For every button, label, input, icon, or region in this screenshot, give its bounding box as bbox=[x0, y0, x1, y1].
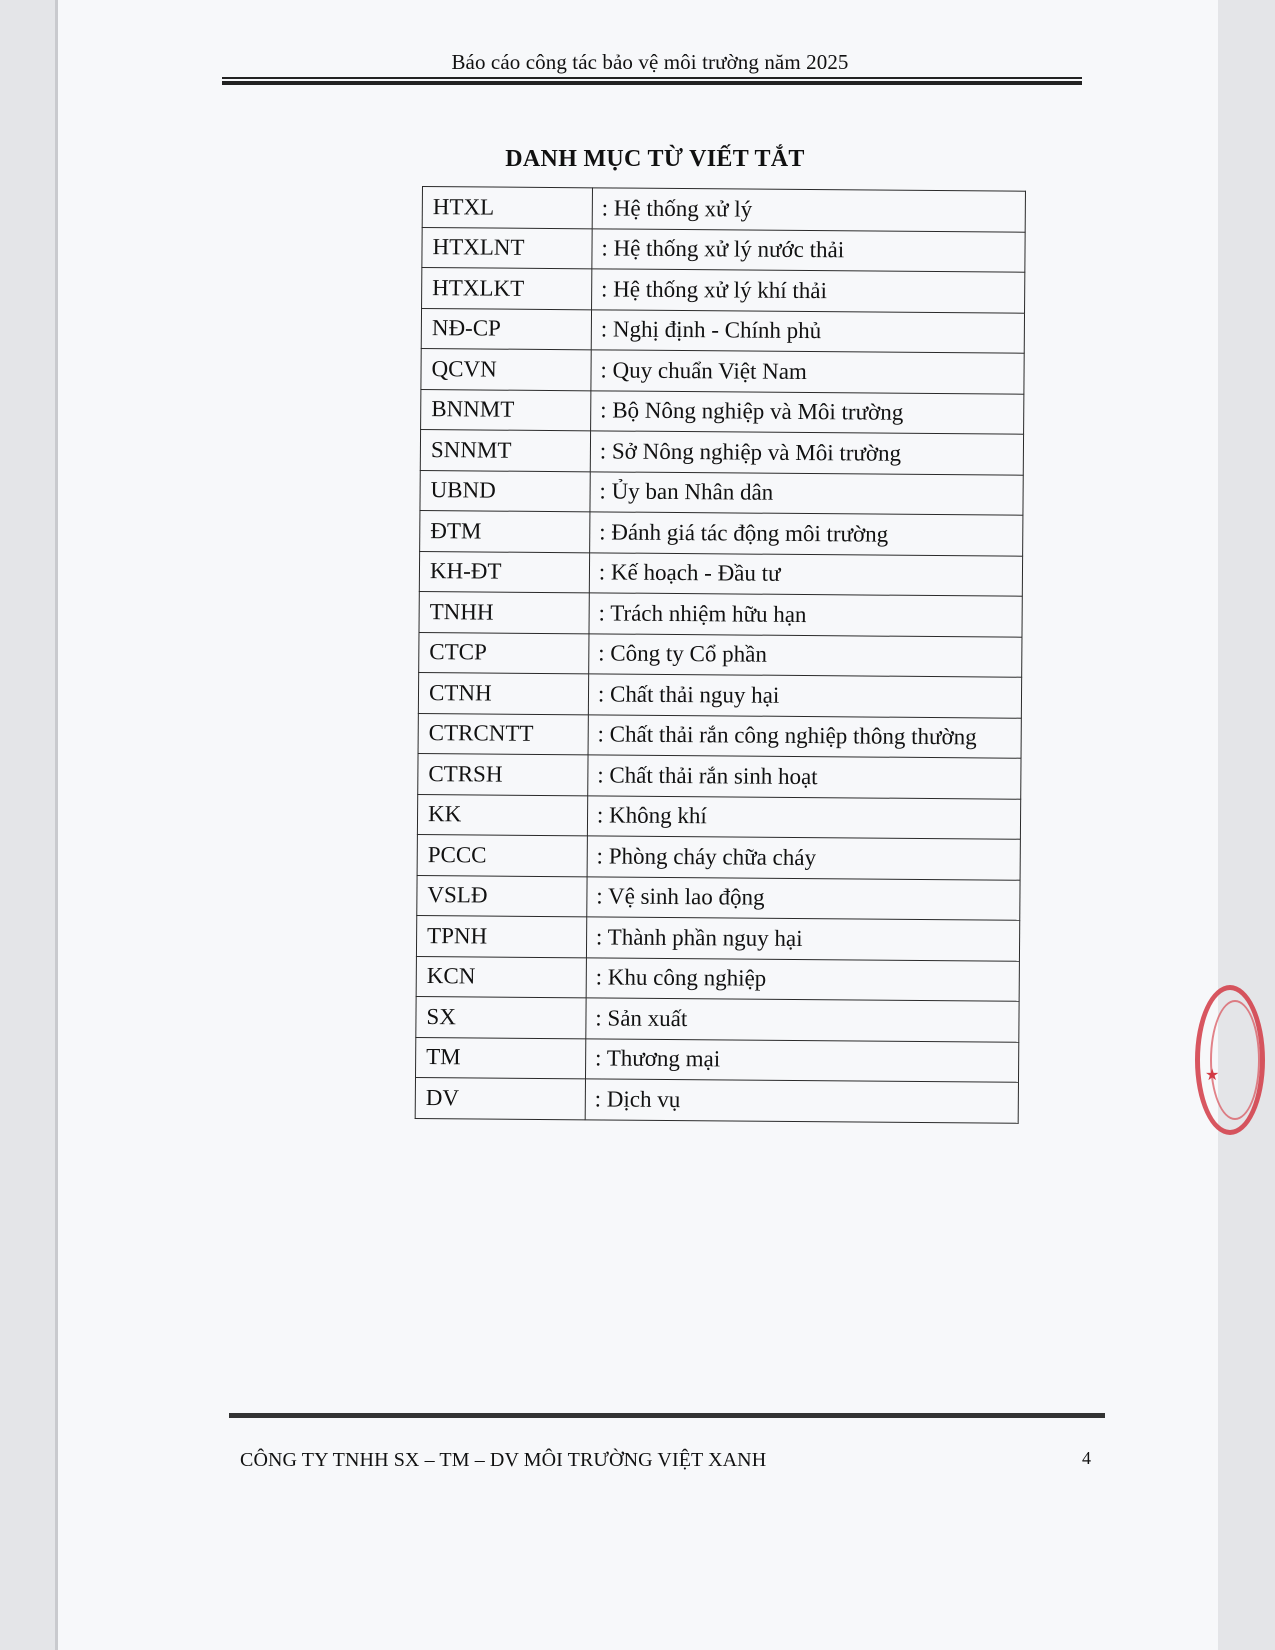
table-row bbox=[418, 672, 1021, 717]
abbreviation-code: HTXLKT bbox=[422, 268, 592, 310]
table-row bbox=[421, 389, 1024, 434]
table-row bbox=[422, 227, 1025, 272]
abbreviation-code: CTRCNTT bbox=[418, 713, 588, 755]
abbreviation-code: HTXLNT bbox=[422, 227, 592, 269]
table-row bbox=[416, 956, 1019, 1001]
abbreviation-code: HTXL bbox=[422, 187, 592, 229]
abbreviation-meaning: : Hệ thống xử lý bbox=[592, 188, 1025, 232]
abbreviation-code: CTRSH bbox=[418, 753, 588, 795]
table-row bbox=[420, 510, 1023, 555]
abbreviation-code: PCCC bbox=[417, 834, 587, 876]
running-header: Báo cáo công tác bảo vệ môi trường năm 2025 bbox=[451, 50, 849, 74]
seal-star-icon: ★ bbox=[1205, 1067, 1220, 1084]
table-row bbox=[417, 875, 1020, 920]
abbreviation-meaning: : Nghị định - Chính phủ bbox=[591, 309, 1024, 353]
table-row bbox=[421, 308, 1024, 353]
abbreviation-code: KK bbox=[417, 794, 587, 836]
page-number: 4 bbox=[1082, 1448, 1091, 1468]
footer-company-name: CÔNG TY TNHH SX – TM – DV MÔI TRƯỜNG VIỆT XANH bbox=[240, 1449, 767, 1471]
abbreviation-code: SNNMT bbox=[420, 429, 590, 471]
abbreviation-meaning: : Chất thải nguy hại bbox=[588, 674, 1021, 718]
table-row bbox=[418, 713, 1021, 758]
table-row bbox=[416, 915, 1019, 960]
abbreviation-code: TM bbox=[415, 1037, 585, 1079]
abbreviation-meaning: : Khu công nghiệp bbox=[586, 957, 1019, 1001]
abbreviation-code: CTNH bbox=[418, 672, 588, 714]
table-row bbox=[416, 996, 1019, 1041]
table-row bbox=[419, 632, 1022, 677]
abbreviation-meaning: : Không khí bbox=[587, 795, 1020, 839]
abbreviation-code: NĐ-CP bbox=[421, 308, 591, 350]
abbreviation-meaning: : Kế hoạch - Đầu tư bbox=[589, 552, 1022, 596]
table-row bbox=[417, 794, 1020, 839]
abbreviation-meaning: : Công ty Cổ phần bbox=[589, 633, 1022, 677]
abbreviation-meaning: : Sản xuất bbox=[586, 998, 1019, 1042]
table-row bbox=[415, 1037, 1018, 1082]
abbreviation-meaning: : Ủy ban Nhân dân bbox=[590, 471, 1023, 515]
abbreviation-meaning: : Hệ thống xử lý khí thải bbox=[591, 269, 1024, 313]
abbreviation-meaning: : Phòng cháy chữa cháy bbox=[587, 836, 1020, 880]
abbreviation-code: VSLĐ bbox=[417, 875, 587, 917]
abbreviation-meaning: : Sở Nông nghiệp và Môi trường bbox=[590, 431, 1023, 475]
abbreviation-meaning: : Trách nhiệm hữu hạn bbox=[589, 593, 1022, 637]
abbreviation-meaning: : Chất thải rắn sinh hoạt bbox=[588, 755, 1021, 799]
header-rule-thick bbox=[222, 81, 1082, 85]
abbreviation-code: KCN bbox=[416, 956, 586, 998]
abbreviation-meaning: : Quy chuẩn Việt Nam bbox=[591, 350, 1024, 394]
table-row bbox=[419, 591, 1022, 636]
abbreviation-code: SX bbox=[416, 996, 586, 1038]
abbreviation-code: TPNH bbox=[416, 915, 586, 957]
footer-rule bbox=[229, 1413, 1105, 1418]
abbreviation-meaning: : Vệ sinh lao động bbox=[587, 876, 1020, 920]
table-row bbox=[421, 348, 1024, 393]
company-seal-inner-ring bbox=[1210, 1000, 1260, 1120]
table-row bbox=[422, 187, 1025, 232]
table-row bbox=[417, 834, 1020, 879]
abbreviation-meaning: : Thành phần nguy hại bbox=[586, 917, 1019, 961]
table-row bbox=[420, 429, 1023, 474]
abbreviation-code: UBND bbox=[420, 470, 590, 512]
abbreviation-meaning: : Chất thải rắn công nghiệp thông thường bbox=[588, 714, 1021, 758]
abbreviation-code: CTCP bbox=[419, 632, 589, 674]
table-row bbox=[418, 753, 1021, 798]
abbreviation-table bbox=[415, 186, 1026, 1123]
abbreviation-meaning: : Bộ Nông nghiệp và Môi trường bbox=[590, 390, 1023, 434]
table-row bbox=[415, 1077, 1018, 1122]
abbreviation-code: DV bbox=[415, 1077, 585, 1119]
abbreviation-code: ĐTM bbox=[420, 510, 590, 552]
abbreviation-code: KH-ĐT bbox=[419, 551, 589, 593]
abbreviation-meaning: : Hệ thống xử lý nước thải bbox=[592, 228, 1025, 272]
table-row bbox=[419, 551, 1022, 596]
abbreviation-meaning: : Thương mại bbox=[585, 1038, 1018, 1082]
header-rule-thin bbox=[222, 77, 1082, 79]
abbreviation-code: QCVN bbox=[421, 348, 591, 390]
abbreviation-code: BNNMT bbox=[421, 389, 591, 431]
abbreviation-meaning: : Đánh giá tác động môi trường bbox=[590, 512, 1023, 556]
table-row bbox=[422, 268, 1025, 313]
abbreviation-meaning: : Dịch vụ bbox=[585, 1079, 1018, 1123]
table-row bbox=[420, 470, 1023, 515]
page-title: DANH MỤC TỪ VIẾT TẮT bbox=[505, 146, 805, 172]
abbreviation-code: TNHH bbox=[419, 591, 589, 633]
